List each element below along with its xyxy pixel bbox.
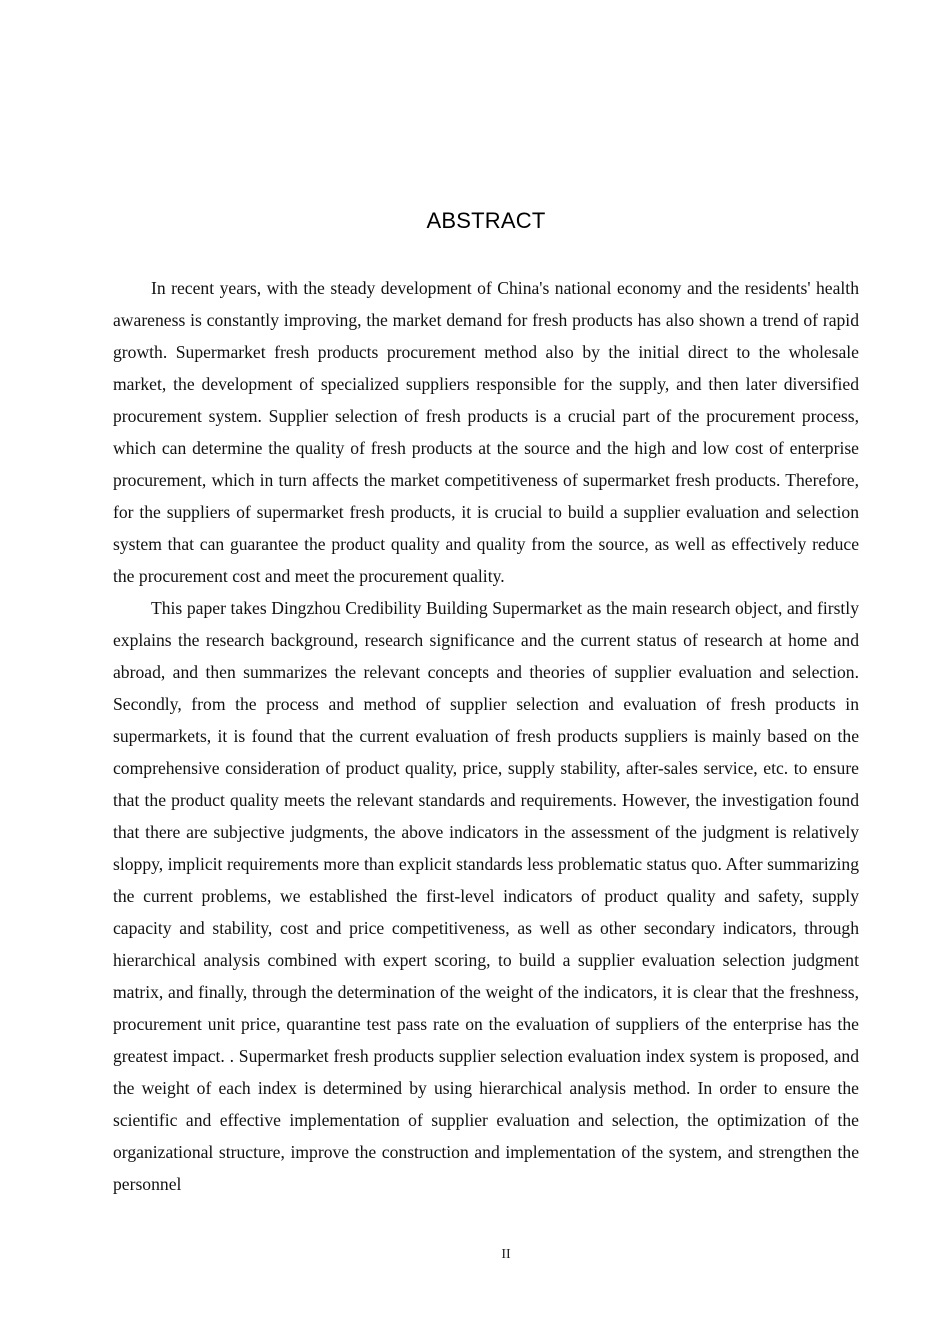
paragraph-1: In recent years, with the steady development of China's national economy and the residents' health awareness is constantly improving, the market demand for fresh products has also shown a trend of rapid growth. Supermarket fresh products procurement method also by the initial direct to the wholesale market, the development of specialized suppliers responsible for the supply, and then later diversified procurement system. Supplier selection of fresh products is a crucial part of the procurement process, which can determine the quality of fresh products at the source and the high and low cost of enterprise procurement, which in turn affects the market competitiveness of supermarket fresh products. Therefore, for the suppliers of supermarket fresh products, it is crucial to build a supplier evaluation and selection system that can guarantee the product quality and quality from the source, as well as effectively reduce the procurement cost and meet the procurement quality. — [113, 278, 859, 586]
abstract-title: ABSTRACT — [426, 208, 546, 233]
paragraph-2: This paper takes Dingzhou Credibility Building Supermarket as the main research object, and firstly explains the research background, research significance and the current status of research at home and abroad, and then summarizes the relevant concepts and theories of supplier evaluation and selection. Secondly, from the process and method of supplier selection and evaluation of fresh products in supermarkets, it is found that the current evaluation of fresh products suppliers is mainly based on the comprehensive consideration of product quality, price, supply stability, after-sales service, etc. to ensure that the product quality meets the relevant standards and requirements. However, the investigation found that there are subjective judgments, the above indicators in the assessment of the judgment is relatively sloppy, implicit requirements more than explicit standards less problematic status quo. After summarizing the current problems, we established the first-level indicators of product quality and safety, supply capacity and stability, cost and price competitiveness, as well as other secondary indicators, through hierarchical analysis combined with expert scoring, to build a supplier evaluation selection judgment matrix, and finally, through the determination of the weight of the indicators, it is clear that the freshness, procurement unit price, quarantine test pass rate on the evaluation of suppliers of the enterprise has the greatest impact. . Supermarket fresh products supplier selection evaluation index system is proposed, and the weight of each index is determined by using hierarchical analysis method. In order to ensure the scientific and effective implementation of supplier evaluation and selection, the optimization of the organizational structure, improve the construction and implementation of the system, and strengthen the personnel — [113, 598, 859, 1194]
abstract-body — [113, 272, 859, 1200]
page-number: II — [501, 1247, 511, 1262]
